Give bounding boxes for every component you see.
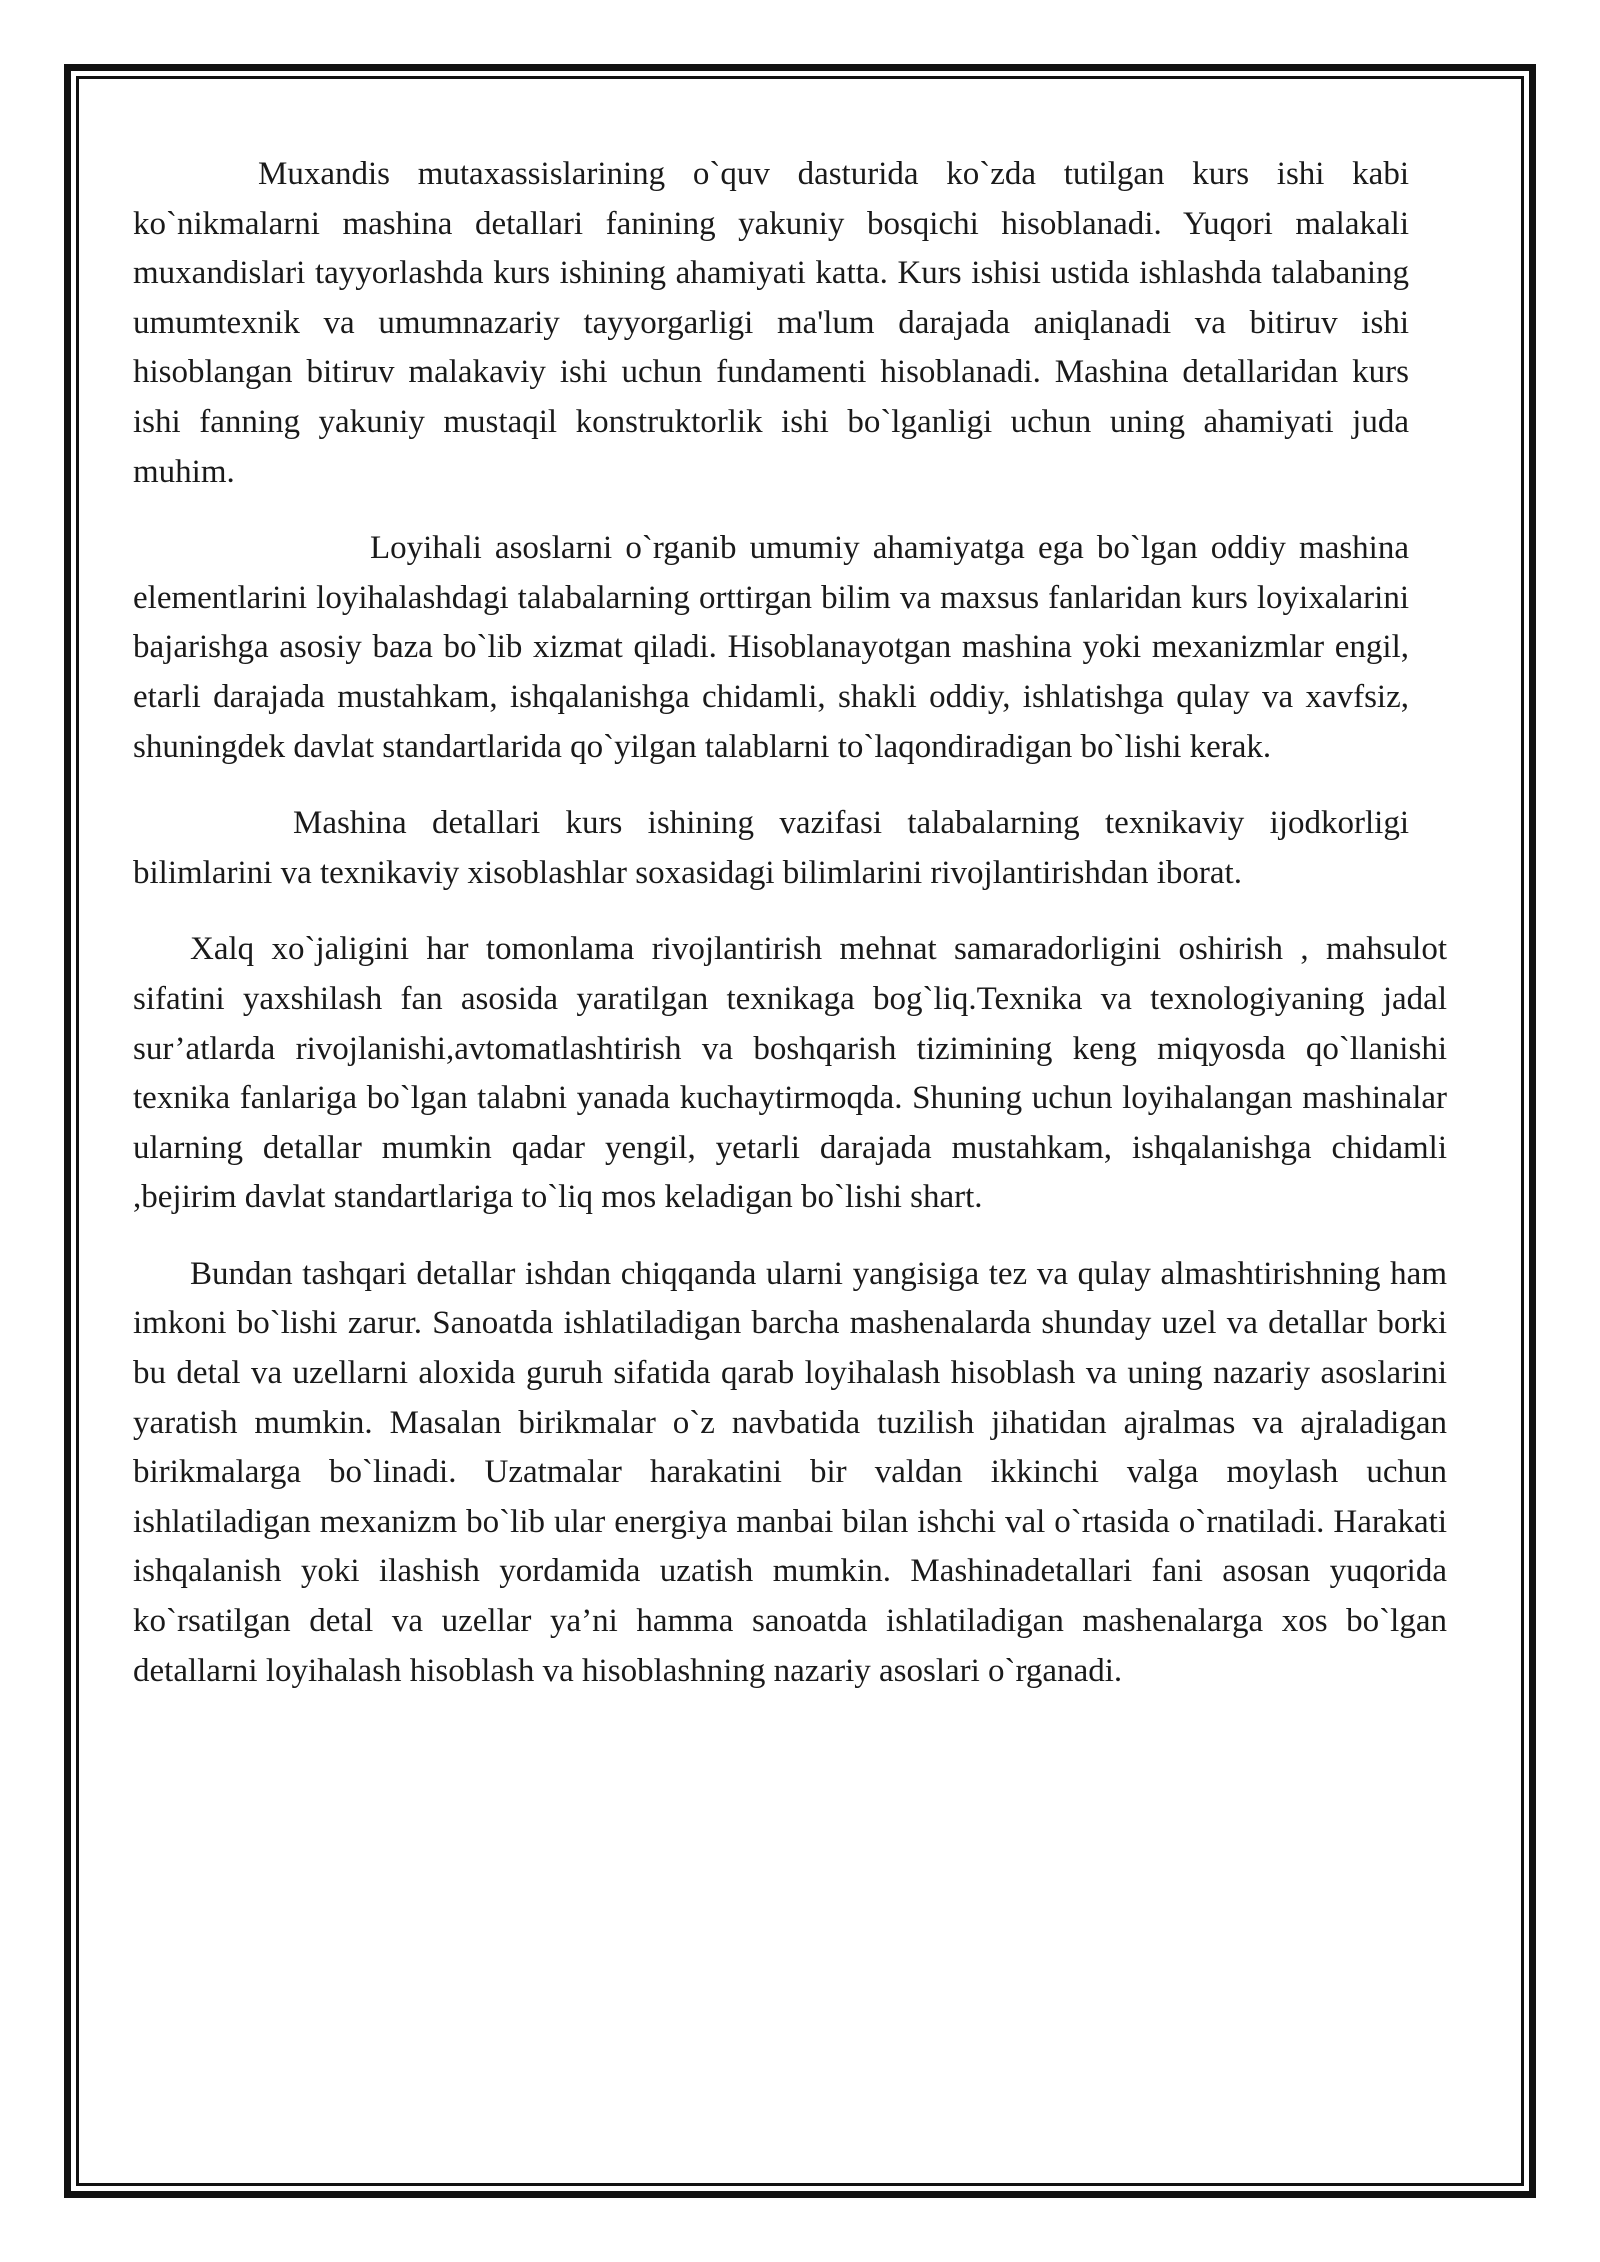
paragraph-design-basics: Loyihali asoslarni o`rganib umumiy ahamiyatga ega bo`lgan oddiy mashina elementlarini loyihalashdagi talabalarning orttirgan bilim va maxsus fanlaridan kurs loyixalarini bajarishga asosiy baza bo`lib xizmat qiladi. Hisoblanayotgan mashina yoki mexanizmlar engil, etarli darajada mustahkam, ishqalanishga chidamli, shakli oddiy, ishlatishga qulay va xavfsiz, shuningdek davlat standartlarida qo`yilgan talablarni to`laqondiradigan bo`lishi kerak. [133,530,1409,765]
paragraph-course-work-task: Mashina detallari kurs ishining vazifasi talabalarning texnikaviy ijodkorligi bilimlarini va texnikaviy xisoblashlar soxasidagi bilimlarini rivojlantirishdan iborat. [133,805,1409,891]
paragraph-machine-parts-subject: Bundan tashqari detallar ishdan chiqqanda ularni yangisiga tez va qulay almashtirishning ham imkoni bo`lishi zarur. Sanoatda ishlatiladigan barcha mashenalarda shunday uzel va detallar borki bu detal va uzellarni aloxida guruh sifatida qarab loyihalash hisoblash va uning nazariy asoslarini yaratish mumkin. Masalan birikmalar o`z navbatida tuzilish jihatidan ajralmas va ajraladigan birikmalarga bo`linadi. Uzatmalar harakatini bir valdan ikkinchi valga moylash uchun ishlatiladigan mexanizm bo`lib ular energiya manbai bilan ishchi val o`rtasida o`rnatiladi. Harakati ishqalanish yoki ilashish yordamida uzatish mumkin. Mashinadetallari fani asosan yuqorida ko`rsatilgan detal va uzellar ya’ni hamma sanoatda ishlatiladigan mashenalarga xos bo`lgan detallarni loyihalash hisoblash va hisoblashning nazariy asoslari o`rganadi. [133,1255,1447,1689]
paragraph-national-economy: Xalq xo`jaligini har tomonlama rivojlantirish mehnat samaradorligini oshirish , mahsulot sifatini yaxshilash fan asosida yaratilgan texnikaga bog`liq.Texnika va texnologiyaning jadal sur’atlarda rivojlanishi,avtomatlashtirish va boshqarish tizimining keng miqyosda qo`llanishi texnika fanlariga bo`lgan talabni yanada kuchaytirmoqda. Shuning uchun loyihalangan mashinalar ularning detallar mumkin qadar yengil, yetarli darajada mustahkam, ishqalanishga chidamli ,bejirim davlat standartlariga to`liq mos keladigan bo`lishi shart. [133,931,1447,1216]
document-body [133,150,1449,1696]
paragraph-course-work-importance: Muxandis mutaxassislarining o`quv dasturida ko`zda tutilgan kurs ishi kabi ko`nikmalarni mashina detallari fanining yakuniy bosqichi hisoblanadi. Yuqori malakali muxandislari tayyorlashda kurs ishining ahamiyati katta. Kurs ishisi ustida ishlashda talabaning umumtexnik va umumnazariy tayyorgarligi ma'lum darajada aniqlanadi va bitiruv ishi hisoblangan bitiruv malakaviy ishi uchun fundamenti hisoblanadi. Mashina detallaridan kurs ishi fanning yakuniy mustaqil konstruktorlik ishi bo`lganligi uchun uning ahamiyati juda muhim. [133,156,1409,490]
